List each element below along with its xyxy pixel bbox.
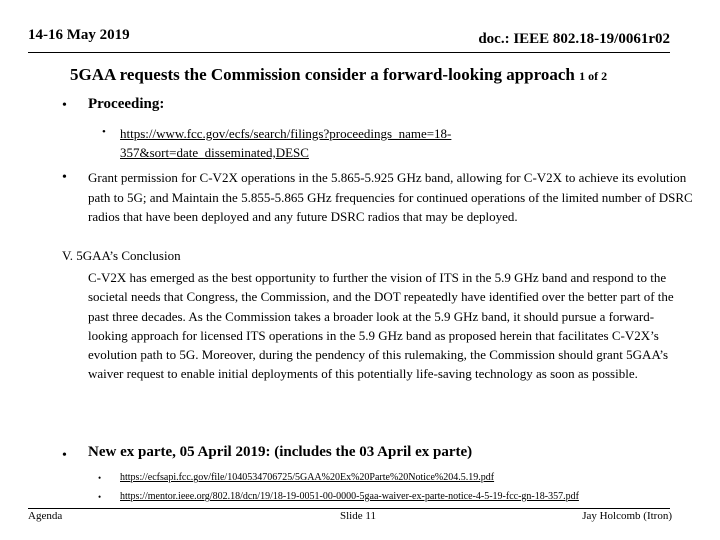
footer-divider [28,508,670,509]
conclusion-paragraph: C-V2X has emerged as the best opportunity to further the vision of ITS in the 5.9 GHz band and respond to the societal needs that Congress, the Commission, and the DOT repeatedly have identified over the better part of the past three decades. As the Commission takes a broader look at the 5.9 GHz band, it should pursue a forward-looking approach for licensed ITS operations in the 5.9 GHz band as proposed herein that facilitates C-V2X’s evolution path to 5G. Moreover, during the pendency of this rulemaking, the Commission should grant 5GAA’s waiver request to enable initial deployments of this potentially life-saving technology as soon as possible. [88,270,674,382]
bullet-icon: • [102,126,106,138]
footer-slide-number: Slide 11 [340,510,376,522]
bullet-icon: • [62,98,67,113]
proceeding-label: Proceeding: [88,96,165,112]
footer-author: Jay Holcomb (Itron) [582,510,672,522]
bullet-icon: • [62,448,67,463]
ex-parte-link-ieee[interactable]: https://mentor.ieee.org/802.18/dcn/19/18-19-0051-00-0000-5gaa-waiver-ex-parte-notice-4-5-19-fcc-gn-18-357.pdf [120,491,579,502]
slide-title-text: 5GAA requests the Commission consider a forward-looking approach [70,65,575,84]
proceeding-link[interactable]: https://www.fcc.gov/ecfs/search/filings?proceedings_name=18-357&sort=date_disseminated,DESC [120,126,452,160]
ex-parte-label: New ex parte, 05 April 2019: (includes the 03 April ex parte) [88,444,473,460]
grant-paragraph: Grant permission for C-V2X operations in the 5.865-5.925 GHz band, allowing for C-V2X to achieve its evolution path to 5G; and Maintain the 5.855-5.865 GHz frequencies for continued operations of the limited number of DSRC radios that have been deployed and any future DSRC radios that may be deployed. [88,170,693,224]
header-divider [28,52,670,53]
slide-title [70,65,607,85]
slide-page-count: 1 of 2 [579,69,608,83]
footer-agenda: Agenda [28,510,63,522]
bullet-icon: • [62,170,67,185]
conclusion-heading: V. 5GAA’s Conclusion [62,248,181,263]
ex-parte-link-fcc[interactable]: https://ecfsapi.fcc.gov/file/1040534706725/5GAA%20Ex%20Parte%20Notice%204.5.19.pdf [120,472,495,483]
header-doc-id: doc.: IEEE 802.18-19/0061r02 [478,31,670,47]
bullet-icon: • [98,473,102,483]
header-date: 14-16 May 2019 [28,27,130,43]
bullet-icon: • [98,492,102,502]
